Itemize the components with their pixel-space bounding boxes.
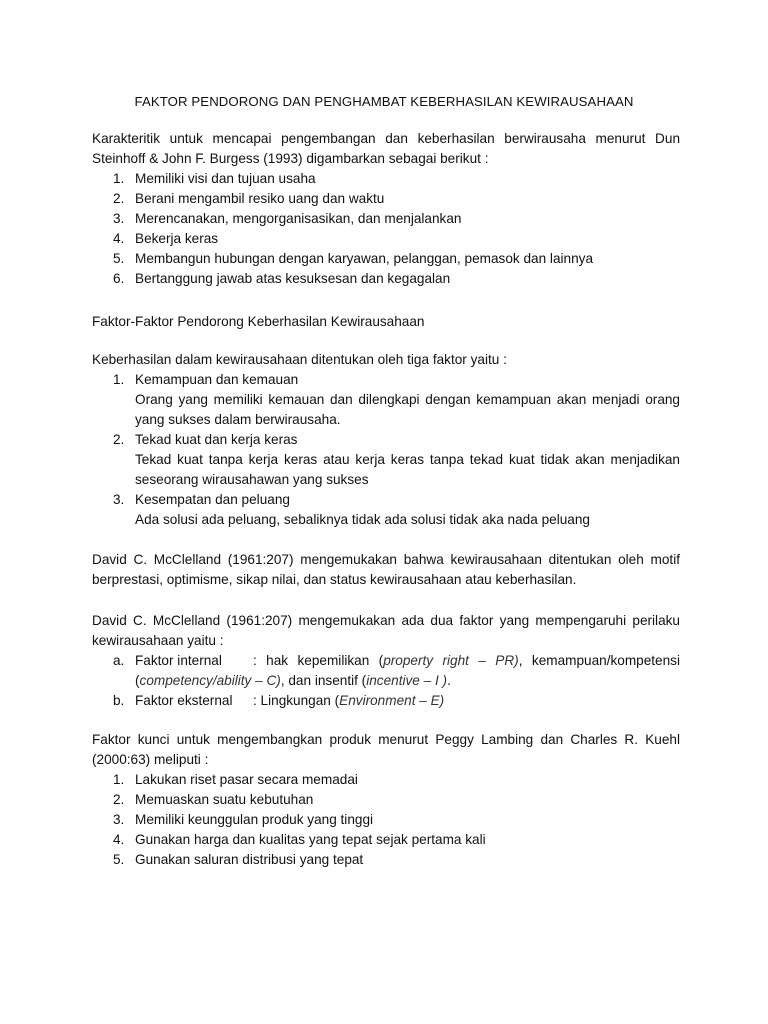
list-item: 4. Gunakan harga dan kualitas yang tepat sejak pertama kali bbox=[113, 832, 486, 847]
item-title: Tekad kuat dan kerja keras bbox=[135, 432, 298, 447]
item-label: Faktor eksternal bbox=[135, 693, 233, 708]
section-intro: Keberhasilan dalam kewirausahaan ditentukan oleh tiga faktor yaitu : bbox=[92, 352, 507, 367]
list-item: 3. Merencanakan, mengorganisasikan, dan menjalankan bbox=[113, 211, 462, 226]
faktor-list bbox=[92, 651, 680, 711]
paragraph-mcclelland-motif: David C. McClelland (1961:207) mengemukakan bahwa kewirausahaan ditentukan oleh motif berprestasi, optimisme, sikap nilai, dan status kewirausahaan atau keberhasilan. bbox=[92, 552, 680, 587]
section-intro: Karakteritik untuk mencapai pengembangan dan keberhasilan berwirausaha menurut Dun Steinhoff & John F. Burgess (1993) digambarkan sebagai berikut : bbox=[92, 131, 680, 166]
list-item: 3. Kesempatan dan peluang Ada solusi ada peluang, sebaliknya tidak ada solusi tidak aka nada peluang bbox=[92, 490, 680, 530]
item-title: Kemampuan dan kemauan bbox=[135, 372, 299, 387]
section-faktor-perilaku bbox=[92, 611, 680, 711]
list-item: 6. Bertanggung jawab atas kesuksesan dan kegagalan bbox=[113, 271, 451, 286]
karakteristik-list bbox=[92, 169, 680, 289]
item-label: Faktor internal bbox=[135, 653, 222, 668]
list-item: 2. Memuaskan suatu kebutuhan bbox=[113, 792, 314, 807]
section-faktor-kunci bbox=[92, 730, 680, 870]
list-item: 4. Bekerja keras bbox=[113, 231, 219, 246]
list-item: 1. Memiliki visi dan tujuan usaha bbox=[113, 171, 316, 186]
item-desc: Tekad kuat tanpa kerja keras atau kerja keras tanpa tekad kuat tidak akan menjadikan seseorang wirausahawan yang sukses bbox=[135, 452, 680, 487]
document-title: FAKTOR PENDORONG DAN PENGHAMBAT KEBERHASILAN KEWIRAUSAHAAN bbox=[134, 94, 634, 109]
faktor-kunci-list bbox=[92, 770, 680, 870]
section-heading: Faktor-Faktor Pendorong Keberhasilan Kewirausahaan bbox=[92, 314, 425, 329]
item-desc: Orang yang memiliki kemauan dan dilengkapi dengan kemampuan akan menjadi orang yang sukses dalam berwirausaha. bbox=[135, 392, 680, 427]
list-item: 5. Membangun hubungan dengan karyawan, pelanggan, pemasok dan lainnya bbox=[113, 251, 593, 266]
item-title: Kesempatan dan peluang bbox=[135, 492, 290, 507]
section-intro: David C. McClelland (1961:207) mengemukakan ada dua faktor yang mempengaruhi perilaku kewirausahaan yaitu : bbox=[92, 613, 680, 648]
list-item: 2. Tekad kuat dan kerja keras Tekad kuat tanpa kerja keras atau kerja keras tanpa tekad kuat tidak akan menjadikan seseorang wirausahawan yang sukses bbox=[92, 430, 680, 490]
list-item-faktor-eksternal: b. Faktor eksternal : Lingkungan (Environment – E) bbox=[92, 691, 680, 711]
list-item-faktor-internal: a. Faktor internal : hak kepemilikan (property right – PR), kemampuan/kompetensi (competency/ability – C), dan insentif (incentive – I ). bbox=[113, 653, 680, 688]
pendorong-list bbox=[92, 370, 680, 530]
section-pendorong bbox=[92, 350, 680, 530]
list-item: 3. Memiliki keunggulan produk yang tinggi bbox=[113, 812, 374, 827]
section-intro: Faktor kunci untuk mengembangkan produk menurut Peggy Lambing dan Charles R. Kuehl (2000:63) meliputi : bbox=[92, 732, 680, 767]
list-item: 1. Lakukan riset pasar secara memadai bbox=[113, 772, 358, 787]
list-item: 2. Berani mengambil resiko uang dan waktu bbox=[113, 191, 385, 206]
list-item: 5. Gunakan saluran distribusi yang tepat bbox=[113, 852, 364, 867]
list-item: 1. Kemampuan dan kemauan Orang yang memiliki kemauan dan dilengkapi dengan kemampuan akan menjadi orang yang sukses dalam berwirausaha. bbox=[92, 370, 680, 430]
item-desc: Ada solusi ada peluang, sebaliknya tidak ada solusi tidak aka nada peluang bbox=[135, 512, 590, 527]
section-karakteristik bbox=[92, 129, 680, 289]
